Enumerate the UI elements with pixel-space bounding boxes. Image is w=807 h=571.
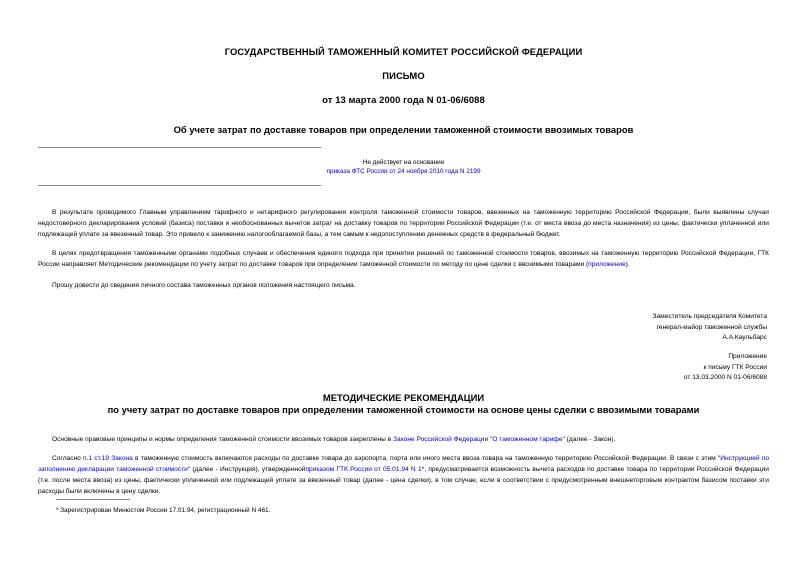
appendix-line-1: Приложение [728,353,767,360]
divider-bottom [38,185,321,186]
rec-p2-d: *, предусматривается возможность вычета расходов по доставке товара по территории Российской Федерации (т.е. после места ввоза) из цены, фактически уплаченной или подлежащей уплате за ввезенный товар (далее - цена сделки), в том случае, если в соответствии с предусмотренным внешнеторговым контрактом базисом поставки эти расходы были включены в цену сделки. [38,466,769,495]
rec-p2-b: в таможенную стоимость включаются расходы по доставке товара до аэропорта, порта или иного места ввоза товара на таможенную территорию Российской Федерации. В связи с этим " [132,455,721,462]
footnote-divider [56,499,130,500]
footnote: * Зарегистрирован Минюстом России 17.01.94, регистрационный N 461. [56,507,271,514]
recommendations-paragraph-1-text: Основные правовые принципы и нормы определения таможенной стоимости ввозимых товаров закреплены в [52,436,394,443]
signature-line-3: А.А.Каульбарс [722,334,767,341]
letter-paragraph-3: Прошу довести до сведения личного состава таможенных органов положения настоящего письма. [52,282,356,289]
recommendations-subtitle: по учету затрат по доставке товаров при определении таможенной стоимости на основе цены сделки с ввозимыми товарами [107,404,700,415]
letter-paragraph-1: В результате проводимого Главным управлением тарифного и нетарифного регулирования контроля таможенной стоимости товаров, ввезенных на таможенную территорию Российской Федерации, были выявлены случаи недостоверного декларирования условий (базиса) поставки и необоснованных вычетов затрат на доставку товаров по территории Российской Федерации (т.е. от места ввоза до места назначения) из цены, фактически уплаченной или подлежащей уплате за ввезенный товар. Это привело к занижению налогооблагаемой базы, а тем самым к недопоступлению денежных средств в федеральный бюджет. [38,209,769,238]
status-note-text: Не действует на основании [362,159,445,166]
appendix-reference [467,352,767,384]
appendix-line-2: к письму ГТК России [703,363,767,371]
rec-p2-a: Согласно [52,455,84,462]
letter-paragraph-2-end: ). [625,261,630,268]
customs-tariff-law-link[interactable]: Законе Российской Федерации "О таможенном тарифе" [393,436,565,443]
doc-type: ПИСЬМО [382,70,425,81]
divider-top [38,147,321,148]
doc-date-number: от 13 марта 2000 года N 01-06/6088 [322,94,485,105]
recommendations-paragraph-1-end: (далее - Закон). [564,436,616,443]
letter-paragraph-2 [38,248,769,270]
appendix-link[interactable]: приложение [588,261,626,268]
recommendations-paragraph-2 [38,453,769,497]
order-gtk-link[interactable]: приказом ГТК России от 05.01.94 N 1 [305,466,422,473]
rec-p2-c: " (далее - Инструкция), утвержденной [187,466,306,473]
status-note-link[interactable]: приказа ФТС России от 24 ноября 2010 года N 2199 [326,168,481,175]
status-note [0,158,807,176]
letter-paragraph-2-text: В целях предотвращения таможенными органами подобных случаев и обеспечения единого подхода при принятии решений по таможенной стоимости товаров, ввозимых на таможенную территорию Российской Федерации, ГТК России направляет Методические рекомендации по учету затрат по доставке товаров при определении таможенной стоимости по методу по цене сделки с ввозимыми товарами ( [38,250,769,268]
recommendations-paragraph-1 [38,434,769,445]
appendix-line-3: от 13.03.2000 N 01-06/6088 [683,374,767,381]
signature-line-1: Заместитель председателя Комитета [652,313,767,320]
doc-subject: Об учете затрат по доставке товаров при определении таможенной стоимости ввозимых товаров [173,124,634,135]
signature-line-2: генерал-майор таможенной службы [656,323,767,331]
signature-block [467,312,767,344]
law-article-19-link[interactable]: п.1 ст.19 Закона [83,455,133,462]
agency-title: ГОСУДАРСТВЕННЫЙ ТАМОЖЕННЫЙ КОМИТЕТ РОССИЙСКОЙ ФЕДЕРАЦИИ [224,46,583,57]
instruction-link[interactable]: Инструкцией по заполнению декларации таможенной стоимости [38,455,769,473]
recommendations-title: МЕТОДИЧЕСКИЕ РЕКОМЕНДАЦИИ [322,392,485,403]
